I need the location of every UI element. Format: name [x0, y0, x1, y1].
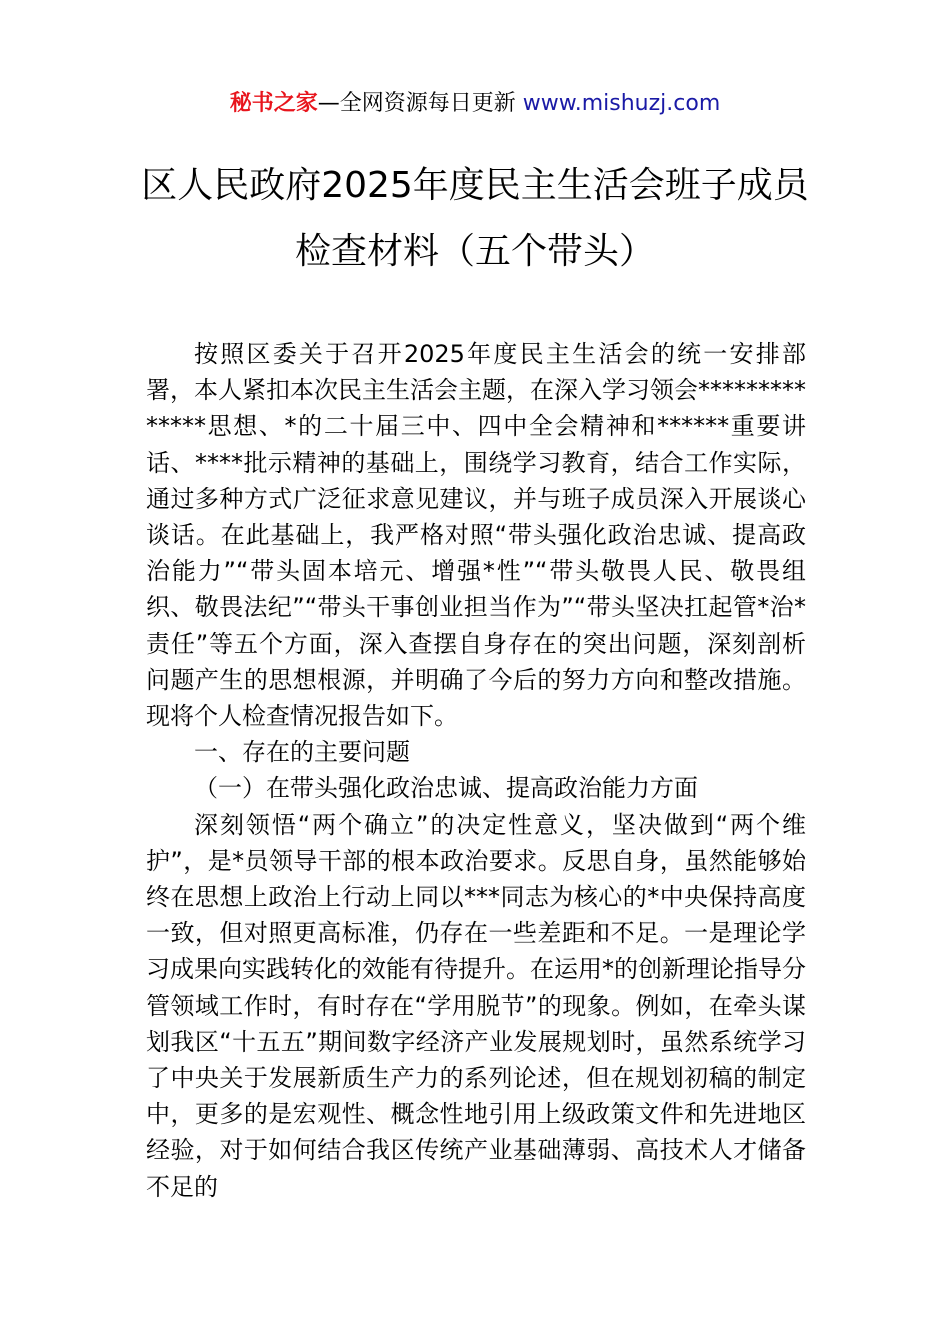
section-heading: 一、存在的主要问题	[194, 738, 410, 767]
site-url-link[interactable]: www.mishuzj.com	[522, 91, 721, 116]
subsection-heading: （一）在带头强化政治忠诚、提高政治能力方面	[194, 774, 698, 803]
site-tagline: 全网资源每日更新	[339, 91, 516, 116]
header-dash: —	[317, 91, 340, 116]
document-title-line-2: 检查材料（五个带头）	[294, 231, 655, 272]
site-header	[0, 88, 950, 120]
intro-paragraph: 按照区委关于召开2025年度民主生活会的统一安排部署，本人紧扣本次民主生活会主题，在深入学习领会**************思想、*的二十届三中、四中全会精神和******重要讲话、****批示精神的基础上，围绕学习教育，结合工作实际，通过多种方式广泛征求意见建议，并与班子成员深入开展谈心谈话。在此基础上，我严格对照“带头强化政治忠诚、提高政治能力”“带头固本培元、增强*性”“带头敬畏人民、敬畏组织、敬畏法纪”“带头干事创业担当作为”“带头坚决扛起管*治*责任”等五个方面，深入查摆自身存在的突出问题，深刻剖析问题产生的思想根源，并明确了今后的努力方向和整改措施。现将个人检查情况报告如下。	[146, 340, 806, 731]
document-title-line-1: 区人民政府2025年度民主生活会班子成员	[141, 165, 809, 206]
site-brand: 秘书之家	[229, 91, 318, 116]
document-body	[146, 336, 806, 1205]
section-paragraph: 深刻领悟“两个确立”的决定性意义，坚决做到“两个维护”，是*员领导干部的根本政治要求。反思自身，虽然能够始终在思想上政治上行动上同以***同志为核心的*中央保持高度一致，但对照更高标准，仍存在一些差距和不足。一是理论学习成果向实践转化的效能有待提升。在运用*的创新理论指导分管领域工作时，有时存在“学用脱节”的现象。例如，在牵头谋划我区“十五五”期间数字经济产业发展规划时，虽然系统学习了中央关于发展新质生产力的系列论述，但在规划初稿的制定中，更多的是宏观性、概念性地引用上级政策文件和先进地区经验，对于如何结合我区传统产业基础薄弱、高技术人才储备不足的	[146, 810, 806, 1201]
